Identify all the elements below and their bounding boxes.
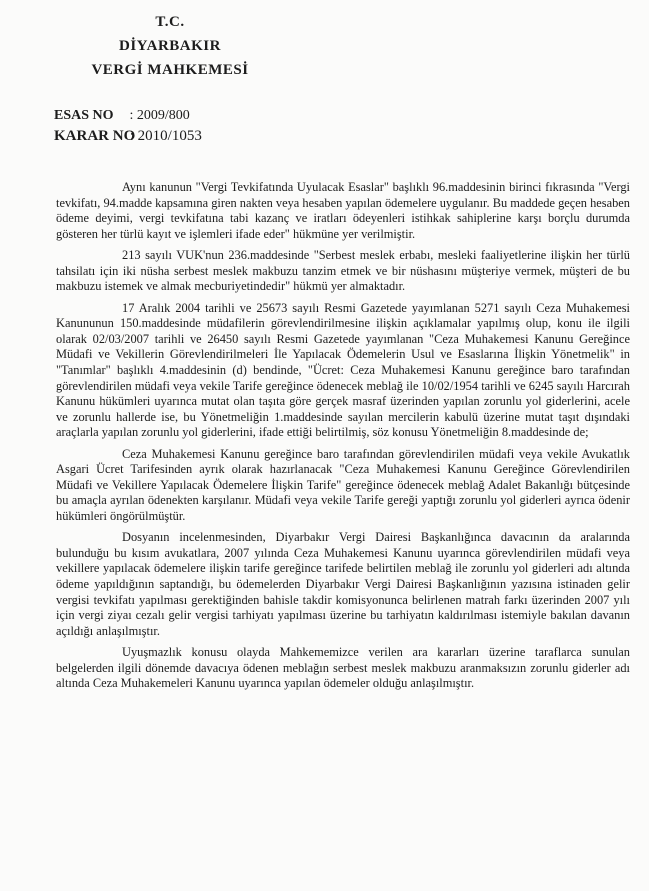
- karar-label: KARAR NO: [54, 128, 136, 144]
- document-body: [56, 180, 630, 698]
- court-name: VERGİ MAHKEMESİ: [91, 62, 249, 78]
- court-city: DİYARBAKIR: [119, 38, 221, 54]
- esas-label: ESAS NO: [54, 108, 114, 123]
- paragraph: Uyuşmazlık konusu olayda Mahkememizce verilen ara kararları üzerine taraflarca sunulan belgelerden ilgili dönemde davacıya ödenen meblağın serbest meslek makbuzu aranmaksızın zorunlu giderler adı altında Ceza Muhakemeleri Kanunu uyarınca yapılan ödemeler olduğu anlaşılmıştır.: [56, 645, 630, 691]
- paragraph: 213 sayılı VUK'nun 236.maddesinde "Serbest meslek erbabı, mesleki faaliyetlerine ilişkin her türlü tahsilatı için iki nüsha serbest meslek makbuzu tanzim etmek ve bir nüshasını müşteriye vermek, müşteri de bu makbuzu istemek ve almak mecburiyetindedir" hükmü yer almaktadır.: [56, 248, 630, 294]
- paragraph: Ceza Muhakemesi Kanunu gereğince baro tarafından görevlendirilen müdafi veya vekile Avukatlık Asgari Ücret Tarifesinden ayrık olarak hazırlanacak "Ceza Muhakemesi Kanunu Gereğince Görevlendirilen Müdafi ve Vekillere Yapılacak Ödemelere İlişkin Tarife" gereğince ödenecek meblağ Adalet Bakanlığı bütçesinde bu amaçla ayrılan ödenekten karşılanır. Müdafi veya vekile Tarife gereği yaptığı zorunlu yol giderleri ayrıca ödenir hükümleri öngörülmüştür.: [56, 446, 630, 523]
- paragraph: Aynı kanunun "Vergi Tevkifatında Uyulacak Esaslar" başlıklı 96.maddesinin birinci fıkrasında "Vergi tevkifatı, 94.madde kapsamına giren nakten veya hesaben yapılan ödemelere uygulanır. Bu maddede geçen hesaben ödeme deyimi, vergi tevkifatına tabi kazanç ve iratları ödeyenleri istihkak sahiplerine karşı borçlu durumda gösteren her türlü kayıt ve işlemleri ifade eder" hükmüne yer verilmiştir.: [56, 180, 630, 241]
- paragraph: 17 Aralık 2004 tarihli ve 25673 sayılı Resmi Gazetede yayımlanan 5271 sayılı Ceza Muhakemesi Kanununun 150.maddesinde müdafilerin görevlendirilmesine ilişkin açıklamalar yapılmış olup, konu ile ilgili olarak 02/03/2007 tarihli ve 26450 sayılı Resmi Gazetede yayımlanan "Ceza Muhakemesi Kanunu Gereğince Müdafi ve Vekillerin Görevlendirilmeleri İle Yapılacak Ödemelerin Usul ve Esaslarına İlişkin Yönetmelik" in "Tanımlar" başlıklı 4.maddesinin (d) bendinde, "Ücret: Ceza Muhakemesi Kanunu gereğince baro tarafından görevlendirilen müdafi veya vekile Tarife gereğince ödenecek meblağ ile 10/02/1954 tarihli ve 6245 sayılı Harcırah Kanunu hükümleri uyarınca mutat olan taşıta göre gerçek masraf üzerinden yapılan zorunlu yol giderlerini, acele ve zorunlu hallerde ise, bu Yönetmeliğin 1.maddesinde sayılan mercilerin kabulü üzerine mutat taşıt dışındaki araçlarla yapılan zorunlu yol giderlerini, ifade ettiği belirtilmiş, söz konusu Yönetmeliğin 8.maddesinde de;: [56, 300, 630, 440]
- esas-number: [54, 108, 190, 124]
- esas-value: : 2009/800: [129, 108, 190, 123]
- paragraph: Dosyanın incelenmesinden, Diyarbakır Vergi Dairesi Başkanlığınca davacının da aralarında bulunduğu bu kısım avukatlara, 2007 yılında Ceza Muhakemesi Kanunu uyarınca görevlendirilen müdafi veya vekillere yapılacak ödemelere ilişkin tarife gereğince tarifede belirtilen meblağ ile zorunlu yol giderleri adı altında ödeme yapıldığının saptandığı, bu ödemelerden Diyarbakır Vergi Dairesi Başkanlığının yazısına istinaden gelir vergisi tevkifatı yapılması gerektiğinden bahisle takdir komisyonunca belirlenen matrah farkı üzerinden 2007 yılı için vergi ziyaı cezalı gelir vergisi tarhiyatı yapılması üzerine bu tarhiyatın kaldırılması istemiyle bakılan davanın açıldığı anlaşılmıştır.: [56, 530, 630, 638]
- republic-abbreviation: T.C.: [155, 14, 185, 30]
- karar-value: : 2010/1053: [129, 128, 202, 144]
- karar-number: [54, 128, 202, 145]
